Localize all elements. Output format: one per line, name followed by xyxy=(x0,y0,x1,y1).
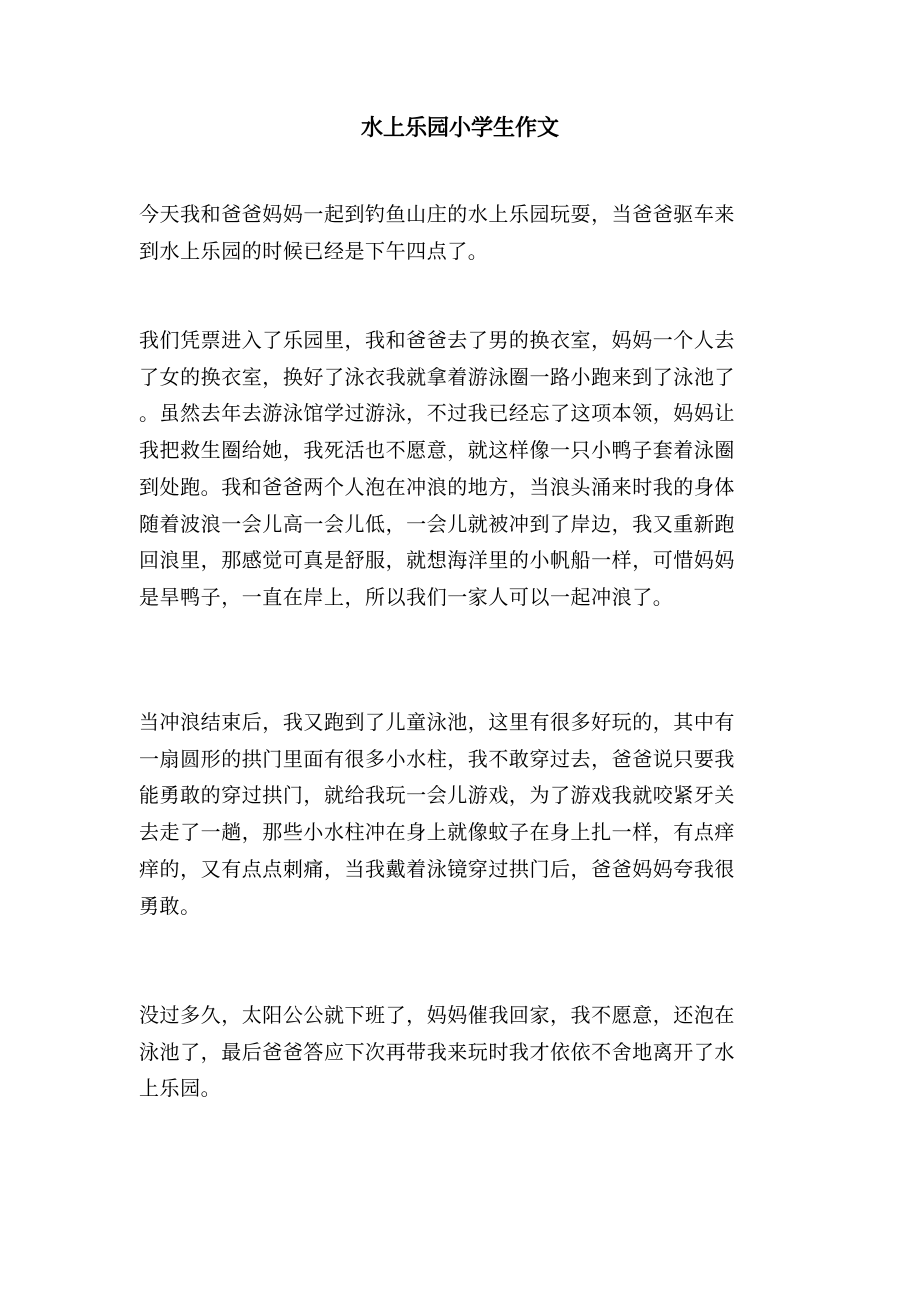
text-line: 我把救生圈给她，我死活也不愿意，就这样像一只小鸭子套着泳圈 xyxy=(139,438,735,463)
text-line: 去走了一趟，那些小水柱冲在身上就像蚊子在身上扎一样，有点痒 xyxy=(139,820,735,845)
text-line: 回浪里，那感觉可真是舒服，就想海洋里的小帆船一样，可惜妈妈 xyxy=(139,548,735,573)
text-line: 我们凭票进入了乐园里，我和爸爸去了男的换衣室，妈妈一个人去 xyxy=(139,328,735,352)
paragraph-2 xyxy=(139,322,771,616)
text-line: 到处跑。我和爸爸两个人泡在冲浪的地方，当浪头涌来时我的身体 xyxy=(139,474,735,499)
text-line: 今天我和爸爸妈妈一起到钓鱼山庄的水上乐园玩耍，当爸爸驱车来 xyxy=(139,202,735,226)
text-line: 是旱鸭子，一直在岸上，所以我们一家人可以一起冲浪了。 xyxy=(139,584,674,609)
text-line: 。虽然去年去游泳馆学过游泳，不过我已经忘了这项本领，妈妈让 xyxy=(139,401,735,426)
text-line: 随着波浪一会儿高一会儿低，一会儿就被冲到了岸边，我又重新跑 xyxy=(139,511,735,536)
text-line: 泳池了，最后爸爸答应下次再带我来玩时我才依依不舍地离开了水 xyxy=(139,1039,735,1064)
text-line: 上乐园。 xyxy=(139,1076,222,1101)
text-line: 没过多久，太阳公公就下班了，妈妈催我回家，我不愿意，还泡在 xyxy=(139,1003,735,1027)
paragraph-4 xyxy=(139,997,771,1107)
text-line: 了女的换衣室，换好了泳衣我就拿着游泳圈一路小跑来到了泳池了 xyxy=(139,364,735,389)
document-title: 水上乐园小学生作文 xyxy=(360,115,559,141)
text-line: 一扇圆形的拱门里面有很多小水柱，我不敢穿过去，爸爸说只要我 xyxy=(139,746,735,771)
text-line: 勇敢。 xyxy=(139,893,201,918)
paragraph-3 xyxy=(139,704,771,924)
text-line: 能勇敢的穿过拱门，就给我玩一会儿游戏，为了游戏我就咬紧牙关 xyxy=(139,783,735,808)
paragraph-1 xyxy=(139,196,771,269)
text-line: 当冲浪结束后，我又跑到了儿童泳池，这里有很多好玩的，其中有 xyxy=(139,710,735,734)
text-line: 到水上乐园的时候已经是下午四点了。 xyxy=(139,238,489,263)
text-line: 痒的，又有点点刺痛，当我戴着泳镜穿过拱门后，爸爸妈妈夸我很 xyxy=(139,856,735,881)
